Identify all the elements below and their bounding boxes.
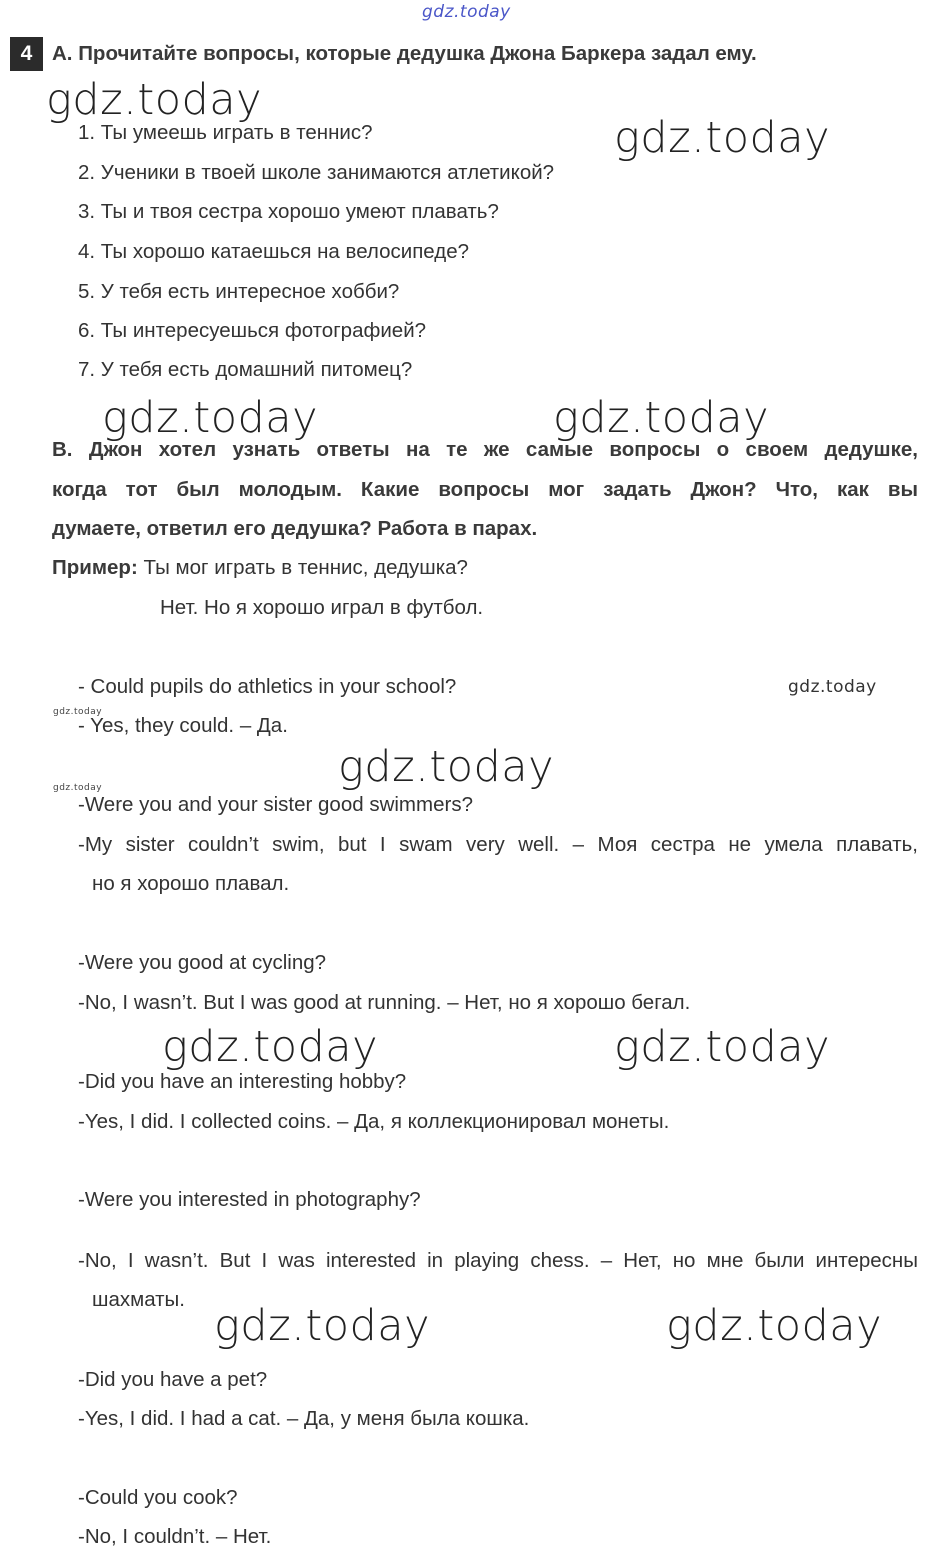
question-item: 6. Ты интересуешься фотографией? xyxy=(78,319,427,342)
watermark-top: gdz.today xyxy=(422,2,511,22)
dialogue-line: - Could pupils do athletics in your school? xyxy=(78,675,457,698)
watermark: gdz.today xyxy=(214,1301,431,1351)
dialogue-line: -No, I wasn’t. But I was good at running. – Нет, но я хорошо бегал. xyxy=(78,991,691,1014)
dialogue-line: -Were you interested in photography? xyxy=(78,1188,421,1211)
dialogue-line: -Did you have an interesting hobby? xyxy=(78,1070,407,1093)
question-item: 7. У тебя есть домашний питомец? xyxy=(78,358,413,381)
example-answer: Нет. Но я хорошо играл в футбол. xyxy=(160,596,484,619)
question-item: 4. Ты хорошо катаешься на велосипеде? xyxy=(78,240,470,263)
part-b-heading-line: когда тот был молодым. Какие вопросы мог задать Джон? Что, как вы xyxy=(52,478,918,501)
dialogue-line: -Yes, I did. I collected coins. – Да, я коллекционировал монеты. xyxy=(78,1110,670,1133)
question-item: 2. Ученики в твоей школе занимаются атлетикой? xyxy=(78,161,555,184)
dialogue-line: -No, I couldn’t. – Нет. xyxy=(78,1525,272,1548)
watermark: gdz.today xyxy=(46,75,263,125)
watermark: gdz.today xyxy=(666,1301,883,1351)
part-b-heading-line: B. Джон хотел узнать ответы на те же самые вопросы о своем дедушке, xyxy=(52,438,918,461)
dialogue-line: шахматы. xyxy=(92,1288,185,1311)
example-question: Ты мог играть в теннис, дедушка? xyxy=(137,556,468,579)
task-number-badge: 4 xyxy=(10,37,43,71)
watermark: gdz.today xyxy=(53,783,103,793)
example-label: Пример: xyxy=(52,556,138,579)
dialogue-line: но я хорошо плавал. xyxy=(92,872,290,895)
watermark: gdz.today xyxy=(102,393,319,443)
dialogue-line: -My sister couldn’t swim, but I swam very well. – Моя сестра не умела плавать, xyxy=(78,833,918,856)
dialogue-line: -Could you cook? xyxy=(78,1486,238,1509)
dialogue-line: -Were you good at cycling? xyxy=(78,951,327,974)
dialogue-line: -Did you have a pet? xyxy=(78,1368,268,1391)
dialogue-line: -Yes, I did. I had a cat. – Да, у меня была кошка. xyxy=(78,1407,530,1430)
watermark: gdz.today xyxy=(553,393,770,443)
watermark: gdz.today xyxy=(788,677,877,697)
question-item: 3. Ты и твоя сестра хорошо умеют плавать? xyxy=(78,200,499,223)
watermark: gdz.today xyxy=(338,742,555,792)
question-item: 1. Ты умеешь играть в теннис? xyxy=(78,121,373,144)
question-item: 5. У тебя есть интересное хобби? xyxy=(78,280,400,303)
part-b-heading-line: думаете, ответил его дедушка? Работа в парах. xyxy=(52,517,538,540)
watermark: gdz.today xyxy=(53,707,103,717)
example xyxy=(52,555,468,581)
watermark: gdz.today xyxy=(614,113,831,163)
dialogue-line: -Were you and your sister good swimmers? xyxy=(78,793,473,816)
watermark: gdz.today xyxy=(614,1022,831,1072)
dialogue-line: - Yes, they could. – Да. xyxy=(78,714,288,737)
dialogue-line: -No, I wasn’t. But I was interested in playing chess. – Нет, но мне были интересны xyxy=(78,1249,918,1272)
watermark: gdz.today xyxy=(162,1022,379,1072)
part-a-heading: A. Прочитайте вопросы, которые дедушка Джона Баркера задал ему. xyxy=(52,42,757,65)
